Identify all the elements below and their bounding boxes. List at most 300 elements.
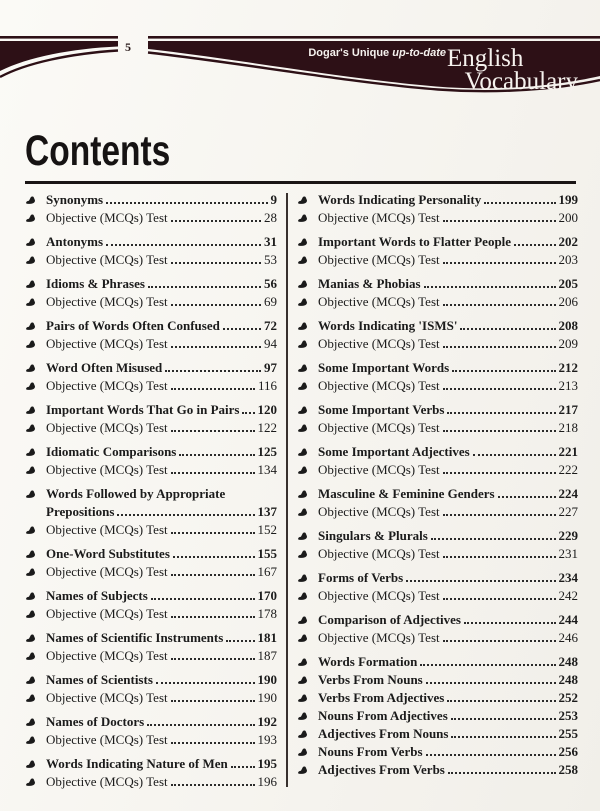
hand-bullet-icon xyxy=(25,213,46,224)
hand-bullet-icon xyxy=(25,717,46,728)
toc-entry-label: Names of Doctors xyxy=(46,714,145,729)
toc-entry-label: Objective (MCQs) Test xyxy=(318,294,440,309)
hand-bullet-icon xyxy=(297,747,318,758)
toc-entry xyxy=(297,317,578,335)
dot-leader xyxy=(171,574,255,576)
toc-entry-page: 221 xyxy=(558,444,578,459)
hand-bullet-icon xyxy=(25,591,46,602)
toc-group xyxy=(25,485,277,539)
toc-group xyxy=(25,191,277,227)
toc-entry-label: Important Words to Flatter People xyxy=(318,234,512,249)
toc-entry-page: 224 xyxy=(558,486,578,501)
toc-entry-label: Objective (MCQs) Test xyxy=(46,420,168,435)
hand-bullet-icon xyxy=(25,675,46,686)
dot-leader xyxy=(424,286,556,288)
toc-entry-label: Idioms & Phrases xyxy=(46,276,145,291)
toc-entry xyxy=(25,401,277,419)
page-title: Contents xyxy=(25,127,171,175)
toc-entry-label: Objective (MCQs) Test xyxy=(318,462,440,477)
dot-leader xyxy=(117,514,254,516)
dot-leader xyxy=(148,286,261,288)
toc-group xyxy=(297,527,578,563)
toc-entry-page: 97 xyxy=(264,360,277,375)
toc-entry-page: 208 xyxy=(558,318,578,333)
toc-group xyxy=(297,275,578,311)
dot-leader xyxy=(171,472,255,474)
toc-entry-page: 192 xyxy=(257,714,277,729)
toc-entry-page: 213 xyxy=(558,378,578,393)
dot-leader xyxy=(106,202,267,204)
toc-group xyxy=(297,653,578,779)
hand-bullet-icon xyxy=(25,297,46,308)
hand-bullet-icon xyxy=(297,279,318,290)
toc-entry-label: Verbs From Nouns xyxy=(318,672,423,687)
toc-group xyxy=(25,587,277,623)
toc-group xyxy=(297,401,578,437)
toc-entry-page: 125 xyxy=(257,444,277,459)
dot-leader xyxy=(484,202,555,204)
dot-leader xyxy=(443,304,556,306)
toc-entry-page: 229 xyxy=(558,528,578,543)
dot-leader xyxy=(171,700,255,702)
toc-entry-page: 120 xyxy=(257,402,277,417)
dot-leader xyxy=(173,556,255,558)
toc-entry xyxy=(25,545,277,563)
hand-bullet-icon xyxy=(25,777,46,788)
toc-entry xyxy=(297,689,578,707)
toc-group xyxy=(297,317,578,353)
dot-leader xyxy=(443,514,556,516)
toc-entry-page: 212 xyxy=(558,360,578,375)
toc-entry-page: 195 xyxy=(257,756,277,771)
hand-bullet-icon xyxy=(25,549,46,560)
toc-entry-page: 200 xyxy=(558,210,578,225)
dot-leader xyxy=(179,454,254,456)
toc-entry-page: 196 xyxy=(257,774,277,789)
dot-leader xyxy=(171,658,255,660)
toc-entry-label: Some Important Adjectives xyxy=(318,444,470,459)
toc-group xyxy=(25,713,277,749)
hand-bullet-icon xyxy=(25,237,46,248)
dot-leader xyxy=(171,304,261,306)
toc-entry-page: 28 xyxy=(264,210,277,225)
toc-entry xyxy=(297,191,578,209)
toc-entry xyxy=(297,209,578,227)
dot-leader xyxy=(443,262,556,264)
hand-bullet-icon xyxy=(297,237,318,248)
hand-bullet-icon xyxy=(297,489,318,500)
dot-leader xyxy=(242,412,254,414)
toc-entry xyxy=(297,293,578,311)
toc-column-left xyxy=(25,191,277,791)
toc-entry-page: 152 xyxy=(257,522,277,537)
hand-bullet-icon xyxy=(25,525,46,536)
toc-entry xyxy=(25,629,277,647)
toc-group xyxy=(297,569,578,605)
hand-bullet-icon xyxy=(25,609,46,620)
toc-entry-page: 116 xyxy=(257,378,277,393)
dot-leader xyxy=(443,430,556,432)
toc-entry-label: Objective (MCQs) Test xyxy=(318,420,440,435)
toc-entry-label: Objective (MCQs) Test xyxy=(46,210,168,225)
toc-entry-label: Important Words That Go in Pairs xyxy=(46,402,240,417)
hand-bullet-icon xyxy=(297,465,318,476)
dot-leader xyxy=(171,616,255,618)
toc-entry-label: Objective (MCQs) Test xyxy=(46,774,168,789)
hand-bullet-icon xyxy=(25,489,46,500)
dot-leader xyxy=(452,370,555,372)
toc-entry-label: Nouns From Verbs xyxy=(318,744,423,759)
toc-entry xyxy=(297,443,578,461)
dot-leader xyxy=(156,682,255,684)
toc-entry xyxy=(25,713,277,731)
hand-bullet-icon xyxy=(297,339,318,350)
hand-bullet-icon xyxy=(297,693,318,704)
series-title-line2: Vocabulary xyxy=(464,68,578,95)
toc-entry-label: Objective (MCQs) Test xyxy=(46,336,168,351)
toc-entry xyxy=(297,485,578,503)
toc-entry-label: One-Word Substitutes xyxy=(46,546,170,561)
toc-entry xyxy=(297,335,578,353)
hand-bullet-icon xyxy=(297,531,318,542)
toc-entry xyxy=(297,251,578,269)
dot-leader xyxy=(165,370,261,372)
hand-bullet-icon xyxy=(25,405,46,416)
toc-entry-page: 244 xyxy=(558,612,578,627)
toc-entry-label: Objective (MCQs) Test xyxy=(318,378,440,393)
dot-leader xyxy=(443,388,556,390)
hand-bullet-icon xyxy=(297,507,318,518)
toc-entry-label: Words Followed by Appropriate xyxy=(46,486,226,501)
hand-bullet-icon xyxy=(25,339,46,350)
toc-entry xyxy=(25,251,277,269)
hand-bullet-icon xyxy=(297,615,318,626)
hand-bullet-icon xyxy=(297,363,318,374)
toc-entry-page: 190 xyxy=(257,690,277,705)
toc-entry-label: Objective (MCQs) Test xyxy=(46,690,168,705)
dot-leader xyxy=(147,724,254,726)
toc-entry-page: 193 xyxy=(257,732,277,747)
hand-bullet-icon xyxy=(297,765,318,776)
toc-entry xyxy=(25,503,277,521)
toc-entry-label: Objective (MCQs) Test xyxy=(46,378,168,393)
toc-group xyxy=(25,755,277,791)
toc-entry-label: Objective (MCQs) Test xyxy=(318,336,440,351)
hand-bullet-icon xyxy=(297,213,318,224)
toc-group xyxy=(25,233,277,269)
toc-entry-label: Objective (MCQs) Test xyxy=(318,252,440,267)
toc-entry-label: Manias & Phobias xyxy=(318,276,421,291)
toc-entry-page: 248 xyxy=(558,654,578,669)
toc-entry xyxy=(297,761,578,779)
hand-bullet-icon xyxy=(25,693,46,704)
hand-bullet-icon xyxy=(297,321,318,332)
dot-leader xyxy=(426,754,556,756)
toc-entry-page: 227 xyxy=(558,504,578,519)
dot-leader xyxy=(171,346,261,348)
dot-leader xyxy=(443,640,556,642)
toc-entry xyxy=(25,605,277,623)
toc-entry-label: Objective (MCQs) Test xyxy=(318,630,440,645)
toc-entry-label: Objective (MCQs) Test xyxy=(46,462,168,477)
toc-entry-page: 167 xyxy=(257,564,277,579)
toc-entry-label: Adjectives From Nouns xyxy=(318,726,449,741)
brand-tagline: up-to-date xyxy=(392,47,446,59)
dot-leader xyxy=(464,622,556,624)
hand-bullet-icon xyxy=(25,567,46,578)
toc-entry-label: Objective (MCQs) Test xyxy=(318,504,440,519)
toc-entry-label: Objective (MCQs) Test xyxy=(318,546,440,561)
toc-entry xyxy=(25,521,277,539)
toc-group xyxy=(25,545,277,581)
toc-group xyxy=(25,317,277,353)
toc-entry xyxy=(297,401,578,419)
toc-entry-page: 234 xyxy=(558,570,578,585)
toc-entry-label: Words Formation xyxy=(318,654,418,669)
dot-leader xyxy=(171,742,255,744)
dot-leader xyxy=(171,430,255,432)
toc-entry-label: Synonyms xyxy=(46,192,104,207)
dot-leader xyxy=(451,736,555,738)
hand-bullet-icon xyxy=(25,633,46,644)
toc-entry-label: Objective (MCQs) Test xyxy=(46,606,168,621)
dot-leader xyxy=(223,328,261,330)
toc-entry-page: 155 xyxy=(257,546,277,561)
toc-group xyxy=(25,401,277,437)
toc-entry-page: 252 xyxy=(558,690,578,705)
toc-group xyxy=(297,191,578,227)
dot-leader xyxy=(226,640,254,642)
dot-leader xyxy=(448,772,556,774)
hand-bullet-icon xyxy=(25,255,46,266)
toc-entry-page: 203 xyxy=(558,252,578,267)
toc-entry-page: 190 xyxy=(257,672,277,687)
toc-entry-page: 170 xyxy=(257,588,277,603)
dot-leader xyxy=(514,244,555,246)
banner-left-top-stripe xyxy=(0,36,118,39)
dot-leader xyxy=(171,784,255,786)
toc-entry-label: Objective (MCQs) Test xyxy=(46,564,168,579)
toc-entry xyxy=(25,647,277,665)
toc-entry xyxy=(25,359,277,377)
dot-leader xyxy=(447,412,555,414)
toc-entry-label: Antonyms xyxy=(46,234,104,249)
toc-entry xyxy=(25,233,277,251)
toc-entry-page: 53 xyxy=(264,252,277,267)
dot-leader xyxy=(443,556,556,558)
toc-entry-page: 137 xyxy=(257,504,277,519)
toc-entry-page: 209 xyxy=(558,336,578,351)
toc-entry-page: 69 xyxy=(264,294,277,309)
dot-leader xyxy=(406,580,555,582)
toc-entry-label: Some Important Words xyxy=(318,360,450,375)
hand-bullet-icon xyxy=(297,591,318,602)
toc-entry-label: Masculine & Feminine Genders xyxy=(318,486,495,501)
dot-leader xyxy=(443,220,556,222)
toc-entry xyxy=(25,317,277,335)
toc-group xyxy=(297,611,578,647)
dot-leader xyxy=(231,766,255,768)
toc-entry xyxy=(25,587,277,605)
toc-entry-label: Words Indicating Personality xyxy=(318,192,482,207)
toc-entry-page: 248 xyxy=(558,672,578,687)
toc-entry xyxy=(297,671,578,689)
hand-bullet-icon xyxy=(297,381,318,392)
dot-leader xyxy=(447,700,555,702)
toc-entry-page: 202 xyxy=(558,234,578,249)
dot-leader xyxy=(431,538,556,540)
toc-entry-label: Objective (MCQs) Test xyxy=(318,210,440,225)
dot-leader xyxy=(420,664,555,666)
dot-leader xyxy=(498,496,556,498)
column-divider xyxy=(286,193,288,787)
toc-entry-page: 134 xyxy=(257,462,277,477)
hand-bullet-icon xyxy=(297,297,318,308)
toc-entry-page: 256 xyxy=(558,744,578,759)
toc-entry-label: Word Often Misused xyxy=(46,360,163,375)
series-title-line1: English xyxy=(447,45,524,72)
hand-bullet-icon xyxy=(25,759,46,770)
brand-title: Dogar's Unique up-to-date xyxy=(308,47,446,59)
toc-entry xyxy=(25,419,277,437)
toc-entry-label: Forms of Verbs xyxy=(318,570,404,585)
toc-entry-page: 206 xyxy=(558,294,578,309)
hand-bullet-icon xyxy=(297,729,318,740)
hand-bullet-icon xyxy=(297,657,318,668)
toc-entry-page: 94 xyxy=(264,336,277,351)
hand-bullet-icon xyxy=(25,381,46,392)
banner-left-swoosh xyxy=(0,41,118,71)
toc-entry xyxy=(25,335,277,353)
toc-entry-page: 181 xyxy=(257,630,277,645)
dot-leader xyxy=(171,220,261,222)
toc-entry xyxy=(25,209,277,227)
toc-entry xyxy=(297,587,578,605)
toc-entry xyxy=(297,707,578,725)
toc-entry-label: Names of Scientists xyxy=(46,672,153,687)
hand-bullet-icon xyxy=(297,447,318,458)
toc-group xyxy=(297,233,578,269)
page-number: 5 xyxy=(125,40,131,54)
toc-entry-label: Objective (MCQs) Test xyxy=(46,252,168,267)
hand-bullet-icon xyxy=(25,735,46,746)
toc-entry xyxy=(297,233,578,251)
dot-leader xyxy=(451,718,556,720)
toc-entry xyxy=(297,527,578,545)
toc-entry-label: Comparison of Adjectives xyxy=(318,612,461,627)
hand-bullet-icon xyxy=(297,405,318,416)
toc-entry xyxy=(297,569,578,587)
hand-bullet-icon xyxy=(25,279,46,290)
toc-group xyxy=(25,275,277,311)
toc-entry xyxy=(25,275,277,293)
dot-leader xyxy=(426,682,556,684)
toc-entry-page: 231 xyxy=(558,546,578,561)
toc-entry xyxy=(25,191,277,209)
toc-entry-page: 218 xyxy=(558,420,578,435)
toc-group xyxy=(25,443,277,479)
hand-bullet-icon xyxy=(297,675,318,686)
header-banner xyxy=(0,36,600,100)
toc-entry-page: 9 xyxy=(270,192,277,207)
banner-right-top-stripe xyxy=(148,36,600,39)
toc-entry-page: 199 xyxy=(558,192,578,207)
toc-entry xyxy=(297,725,578,743)
dot-leader xyxy=(443,598,556,600)
toc-entry-label: Some Important Verbs xyxy=(318,402,445,417)
hand-bullet-icon xyxy=(297,573,318,584)
hand-bullet-icon xyxy=(297,195,318,206)
toc-entry xyxy=(297,653,578,671)
toc-entry xyxy=(25,293,277,311)
toc-entry-label: Idiomatic Comparisons xyxy=(46,444,177,459)
dot-leader xyxy=(171,532,255,534)
toc-entry xyxy=(297,611,578,629)
toc-entry-label: Names of Subjects xyxy=(46,588,148,603)
toc-entry xyxy=(25,563,277,581)
toc-entry xyxy=(25,689,277,707)
toc-entry xyxy=(297,275,578,293)
toc-entry-label: Words Indicating Nature of Men xyxy=(46,756,228,771)
hand-bullet-icon xyxy=(25,423,46,434)
toc-group xyxy=(25,359,277,395)
toc xyxy=(0,184,600,791)
toc-entry-label: Objective (MCQs) Test xyxy=(46,522,168,537)
toc-group xyxy=(297,485,578,521)
dot-leader xyxy=(473,454,556,456)
toc-entry xyxy=(297,419,578,437)
toc-entry-page: 187 xyxy=(257,648,277,663)
toc-entry-page: 246 xyxy=(558,630,578,645)
toc-entry xyxy=(25,461,277,479)
toc-entry xyxy=(297,629,578,647)
toc-entry-label: Objective (MCQs) Test xyxy=(46,294,168,309)
toc-entry xyxy=(297,461,578,479)
toc-entry-label: Singulars & Plurals xyxy=(318,528,428,543)
toc-group xyxy=(25,629,277,665)
toc-entry-label: Names of Scientific Instruments xyxy=(46,630,224,645)
toc-entry-label: Objective (MCQs) Test xyxy=(46,732,168,747)
toc-entry-page: 178 xyxy=(257,606,277,621)
toc-entry-page: 253 xyxy=(558,708,578,723)
toc-entry xyxy=(297,545,578,563)
toc-entry-label: Pairs of Words Often Confused xyxy=(46,318,220,333)
hand-bullet-icon xyxy=(297,711,318,722)
toc-entry-page: 56 xyxy=(264,276,277,291)
toc-entry xyxy=(25,731,277,749)
toc-entry-label: Nouns From Adjectives xyxy=(318,708,448,723)
toc-group xyxy=(25,671,277,707)
toc-entry xyxy=(25,755,277,773)
toc-entry-page: 72 xyxy=(264,318,277,333)
toc-entry-page: 222 xyxy=(558,462,578,477)
toc-entry-page: 122 xyxy=(257,420,277,435)
hand-bullet-icon xyxy=(297,255,318,266)
toc-entry xyxy=(25,773,277,791)
toc-entry-page: 242 xyxy=(558,588,578,603)
toc-entry-page: 205 xyxy=(558,276,578,291)
toc-group xyxy=(297,443,578,479)
toc-entry-label: Objective (MCQs) Test xyxy=(46,648,168,663)
hand-bullet-icon xyxy=(297,549,318,560)
hand-bullet-icon xyxy=(297,423,318,434)
toc-entry-page: 255 xyxy=(558,726,578,741)
dot-leader xyxy=(443,346,556,348)
dot-leader xyxy=(171,262,261,264)
toc-entry-label: Objective (MCQs) Test xyxy=(318,588,440,603)
dot-leader xyxy=(460,328,555,330)
hand-bullet-icon xyxy=(25,465,46,476)
